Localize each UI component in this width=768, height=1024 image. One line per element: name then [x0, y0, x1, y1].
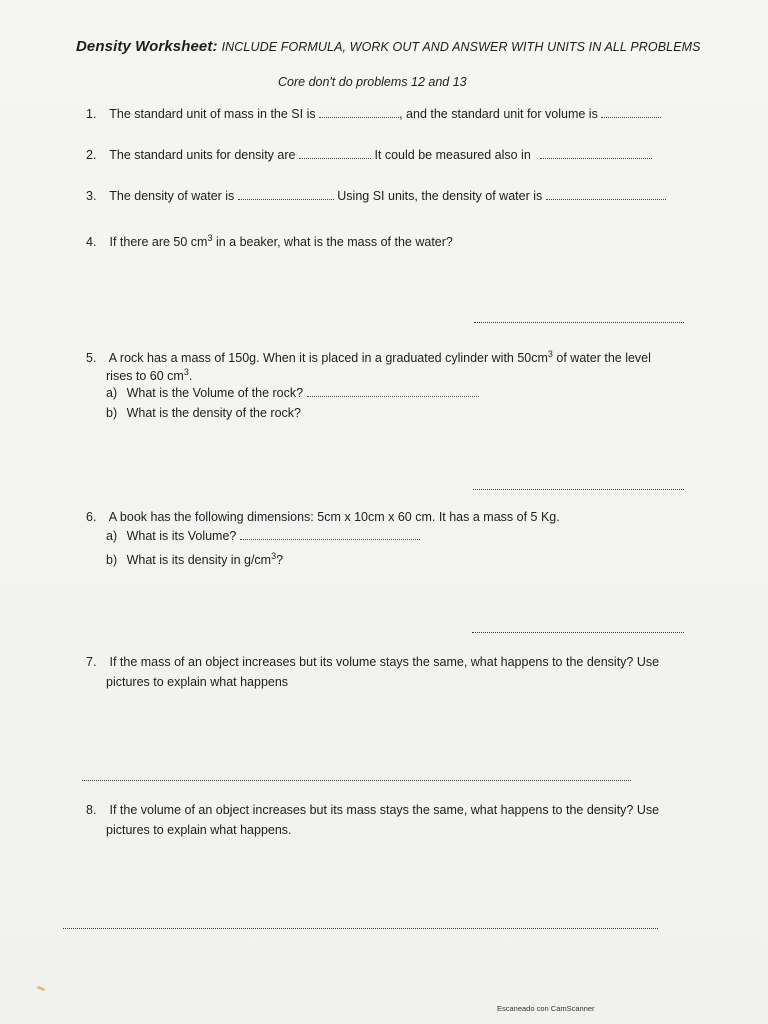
question-number: 1. — [86, 107, 97, 121]
sub-label: b) — [106, 553, 118, 567]
answer-blank[interactable] — [240, 527, 420, 540]
question-2 — [86, 145, 652, 165]
answer-line-8[interactable] — [63, 928, 658, 929]
answer-blank[interactable] — [540, 146, 652, 159]
worksheet-title — [76, 38, 701, 55]
answer-blank[interactable] — [307, 384, 479, 397]
answer-blank[interactable] — [238, 187, 334, 200]
title-main: Density Worksheet: — [76, 38, 218, 55]
question-number: 3. — [86, 189, 97, 203]
question-text: The standard units for density are — [109, 148, 296, 162]
answer-blank[interactable] — [299, 146, 371, 159]
question-8 — [86, 800, 659, 820]
sub-question-text: What is the density of the rock? — [126, 406, 301, 420]
question-3 — [86, 186, 666, 206]
question-text: Using SI units, the density of water is — [337, 189, 543, 203]
superscript: 3 — [183, 367, 189, 377]
answer-blank[interactable] — [546, 187, 666, 200]
question-text: If there are 50 cm — [109, 235, 208, 249]
question-number: 4. — [86, 235, 97, 249]
question-text: . — [188, 369, 193, 383]
question-6b — [106, 546, 283, 570]
scan-speck — [37, 986, 46, 992]
question-text: A rock has a mass of 150g. When it is placed in a graduated cylinder with 50cm — [108, 351, 548, 365]
sub-label: b) — [106, 406, 118, 420]
answer-blank[interactable] — [601, 105, 661, 118]
answer-line-5[interactable] — [473, 489, 684, 490]
question-5b — [106, 403, 301, 423]
question-text: A book has the following dimensions: 5cm x 10cm x 60 cm. It has a mass of 5 Kg. — [108, 510, 560, 524]
title-instructions: INCLUDE FORMULA, WORK OUT AND ANSWER WITH UNITS IN ALL PROBLEMS — [221, 40, 701, 54]
question-number: 6. — [86, 510, 97, 524]
question-number: 5. — [86, 351, 97, 365]
answer-line-7[interactable] — [82, 780, 631, 781]
question-text: , and the standard unit for volume is — [399, 107, 598, 121]
sub-label: a) — [106, 386, 118, 400]
question-text: The standard unit of mass in the SI is — [109, 107, 316, 121]
question-text: in a beaker, what is the mass of the water? — [212, 235, 453, 249]
question-5a — [106, 383, 479, 403]
question-1 — [86, 104, 661, 124]
answer-blank[interactable] — [319, 105, 399, 118]
question-text: pictures to explain what happens — [106, 675, 289, 689]
sub-question-text: What is the Volume of the rock? — [126, 386, 304, 400]
question-number: 7. — [86, 655, 97, 669]
superscript: 3 — [207, 233, 213, 243]
question-4 — [86, 228, 453, 252]
question-text: of water the level — [552, 351, 651, 365]
worksheet-subtitle: Core don't do problems 12 and 13 — [278, 75, 467, 89]
question-7 — [86, 652, 659, 672]
question-number: 8. — [86, 803, 97, 817]
question-text: rises to 60 cm — [106, 369, 184, 383]
question-text: If the mass of an object increases but its volume stays the same, what happens to the density? Use — [109, 655, 660, 669]
superscript: 3 — [547, 349, 553, 359]
answer-line-6[interactable] — [472, 632, 684, 633]
question-6a — [106, 526, 420, 546]
question-number: 2. — [86, 148, 97, 162]
question-text: If the volume of an object increases but its mass stays the same, what happens to the density? Use — [109, 803, 660, 817]
question-7-line-2 — [106, 672, 288, 692]
superscript: 3 — [271, 551, 277, 561]
sub-label: a) — [106, 529, 118, 543]
question-text: The density of water is — [109, 189, 235, 203]
question-8-line-2 — [106, 820, 292, 840]
answer-line-4[interactable] — [474, 322, 684, 323]
sub-question-text: What is its density in g/cm — [126, 553, 272, 567]
sub-question-text: ? — [276, 553, 284, 567]
question-text: It could be measured also in — [374, 148, 531, 162]
sub-question-text: What is its Volume? — [126, 529, 237, 543]
scanner-watermark: Escaneado con CamScanner — [497, 1004, 595, 1013]
question-text: pictures to explain what happens. — [106, 823, 292, 837]
question-6 — [86, 507, 560, 527]
